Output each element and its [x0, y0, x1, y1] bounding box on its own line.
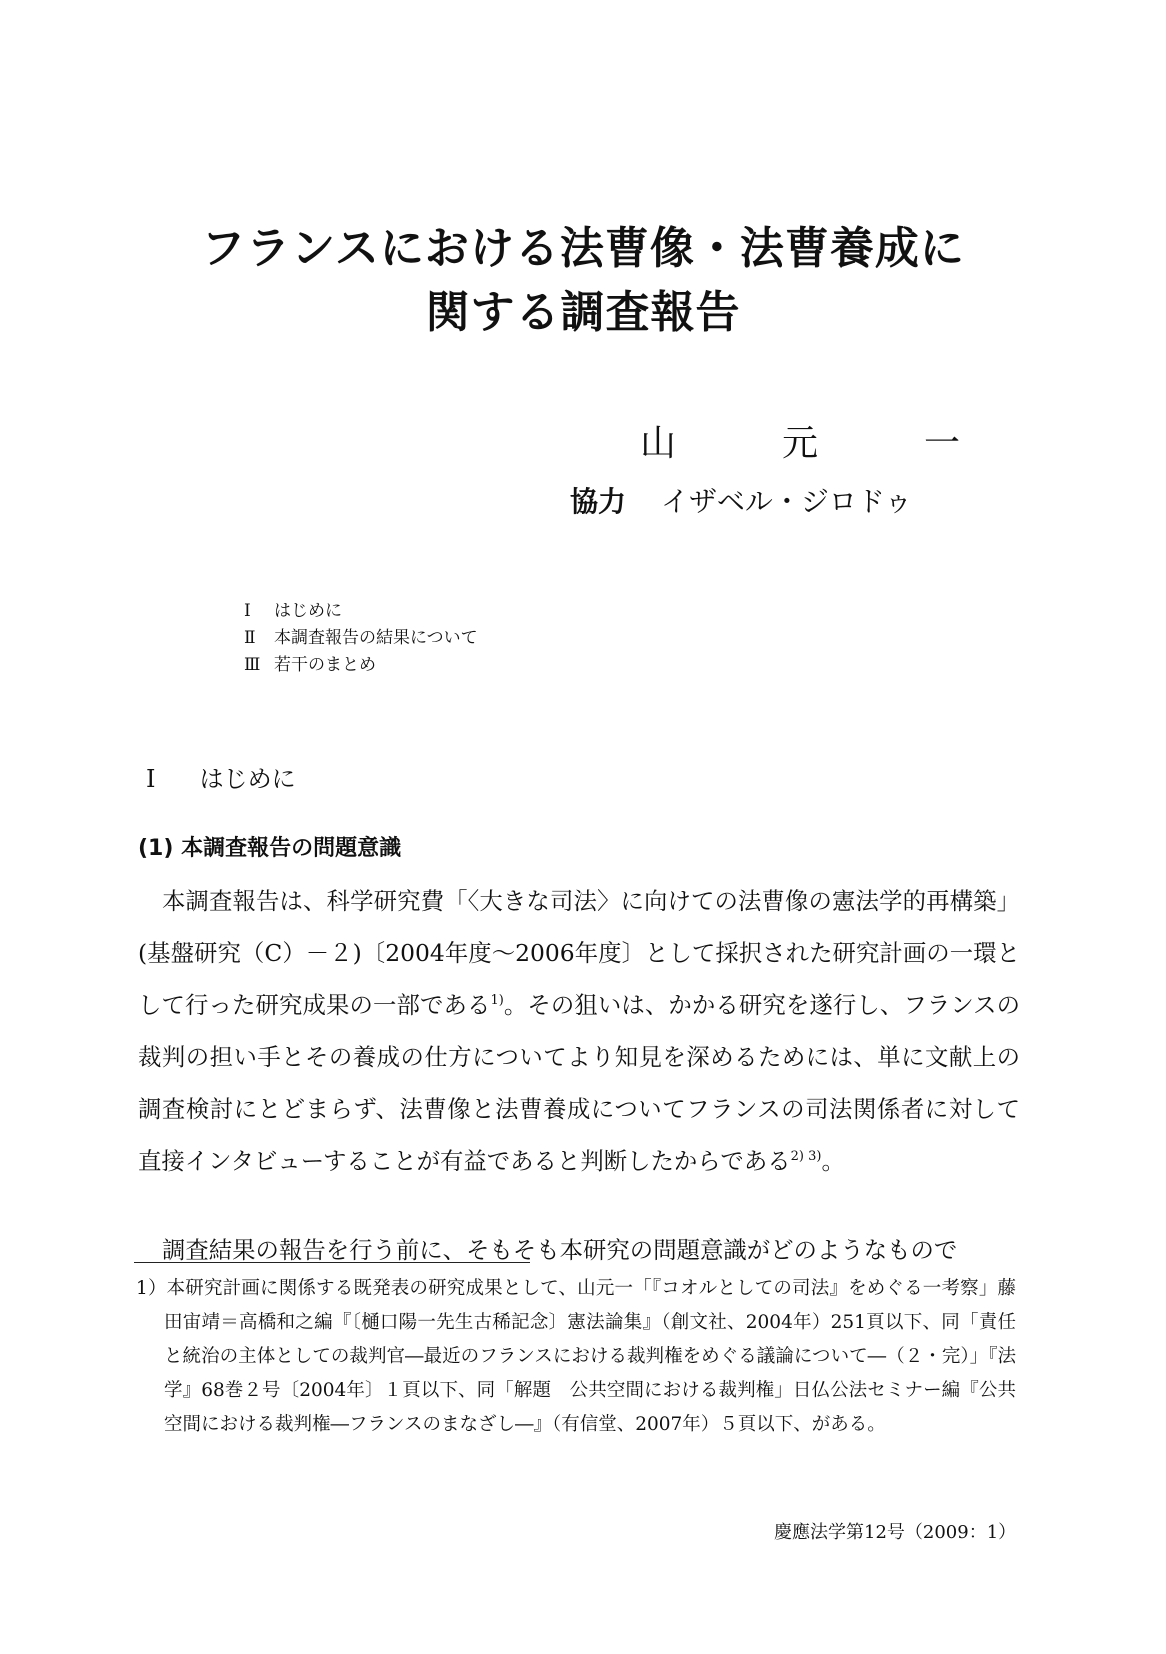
footnote-reference: 2) 3): [790, 1149, 822, 1165]
body-paragraph: [138, 1224, 1020, 1276]
toc-item-number: Ⅰ: [244, 601, 251, 621]
subsection-heading: (1) 本調査報告の問題意識: [138, 836, 402, 861]
section-title: はじめに: [199, 765, 296, 793]
paragraph-text: 調査結果の報告を行う前に、そもそも本研究の問題意識がどのようなもので: [162, 1236, 958, 1264]
toc-item: [244, 652, 478, 679]
author-char-1: 山: [640, 423, 677, 464]
paragraph-text: 本調査報告は、科学研究費「〈大きな司法〉に向けての法曹像の憲法学的再構築」(基盤研究（C）－２)〔2004年度～2006年度〕として採択された研究計画の一環として行った研究成果の一部である: [138, 887, 1020, 1019]
author-char-2: 元: [781, 423, 818, 464]
title-line-2: 関する調査報告: [425, 287, 741, 338]
toc-item-number: Ⅲ: [244, 655, 261, 675]
section-heading: [146, 761, 296, 797]
table-of-contents: [244, 598, 478, 679]
toc-item-label: はじめに: [274, 601, 342, 621]
author-name: [640, 422, 960, 466]
paragraph-text: 。その狙いは、かかる研究を遂行し、フランスの裁判の担い手とその養成の仕方についてより知見を深めるためには、単に文献上の調査検討にとどまらず、法曹像と法曹養成についてフランスの司法関係者に対して直接インタビューすることが有益であると判断したからである: [138, 991, 1021, 1175]
toc-item: [244, 625, 478, 652]
toc-item-label: 本調査報告の結果について: [274, 628, 478, 648]
paragraph-text: 。: [821, 1147, 845, 1175]
collaborator-line: [570, 482, 912, 522]
footnote-divider: [134, 1262, 530, 1263]
collaborator-name: イザベル・ジロドゥ: [660, 485, 913, 518]
author-char-3: 一: [923, 423, 960, 464]
title-line-1: フランスにおける法曹像・法曹養成に: [201, 223, 965, 274]
collaborator-label: 協力: [570, 485, 627, 518]
journal-citation: 慶應法学第12号（2009：1）: [774, 1522, 1017, 1543]
toc-item-label: 若干のまとめ: [274, 655, 376, 675]
body-paragraph: [138, 875, 1020, 1187]
toc-item: [244, 598, 478, 625]
section-number: Ⅰ: [146, 765, 156, 793]
footnote: 1）本研究計画に関係する既発表の研究成果として、山元一「『コオルとしての司法』をめぐる一考察」藤田宙靖＝高橋和之編『〔樋口陽一先生古稀記念〕憲法論集』（創文社、2004年）251頁以下、同「責任と統治の主体としての裁判官―最近のフランスにおける裁判権をめぐる議論について―（２・完）」『法学』68巻２号〔2004年〕１頁以下、同「解題 公共空間における裁判権」日仏公法セミナー編『公共空間における裁判権―フランスのまなざし―』（有信堂、2007年）５頁以下、がある。: [136, 1278, 1016, 1435]
paper-title: [0, 217, 1166, 345]
footnote-reference: 1): [490, 993, 504, 1009]
toc-item-number: Ⅱ: [244, 628, 256, 648]
